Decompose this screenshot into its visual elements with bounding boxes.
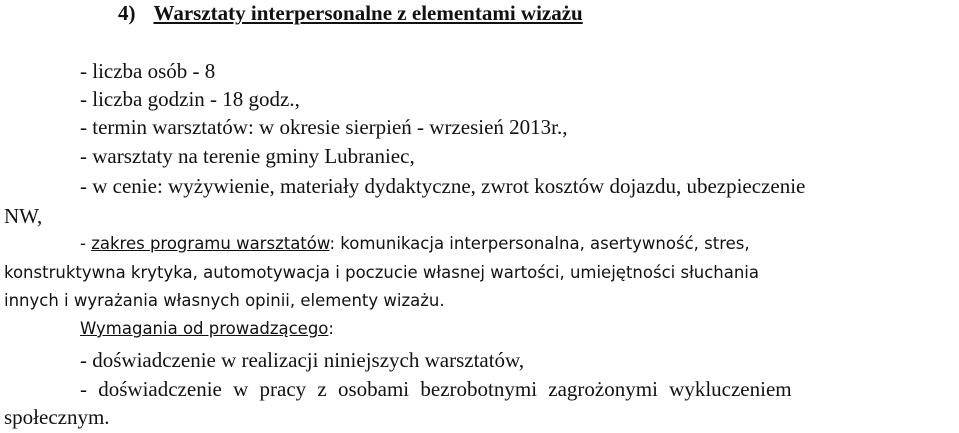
- requirements-label: Wymagania od prowadzącego: [80, 319, 329, 338]
- requirements-heading: [80, 316, 334, 342]
- requirement-continuation: społecznym.: [4, 405, 110, 429]
- program-line-3: innych i wyrażania własnych opinii, elementy wizażu.: [4, 291, 445, 310]
- program-prefix: -: [80, 234, 92, 253]
- program-line-1: [80, 231, 750, 257]
- detail-participants: - liczba osób - 8: [80, 59, 216, 83]
- requirements-colon: :: [328, 319, 334, 338]
- section-number: 4): [118, 1, 136, 25]
- section-title: Warsztaty interpersonalne z elementami wizażu: [153, 1, 583, 25]
- requirement-item-2: - doświadczenie w pracy z osobami bezrobotnymi zagrożonymi wykluczeniem: [80, 377, 792, 401]
- detail-price-continuation: NW,: [4, 204, 43, 228]
- detail-hours: - liczba godzin - 18 godz.,: [80, 87, 300, 111]
- detail-term: - termin warsztatów: w okresie sierpień - wrzesień 2013r.,: [80, 115, 568, 139]
- section-heading: [118, 0, 583, 26]
- requirement-item-1: - doświadczenie w realizacji niniejszych warsztatów,: [80, 348, 525, 372]
- program-line-2: konstruktywna krytyka, automotywacja i poczucie własnej wartości, umiejętności słuchania: [4, 263, 760, 282]
- detail-price: - w cenie: wyżywienie, materiały dydaktyczne, zwrot kosztów dojazdu, ubezpieczenie: [80, 174, 806, 198]
- program-label: zakres programu warsztatów: [91, 234, 330, 253]
- detail-location: - warsztaty na terenie gminy Lubraniec,: [80, 144, 415, 168]
- program-topics-start: : komunikacja interpersonalna, asertywność, stres,: [329, 234, 750, 253]
